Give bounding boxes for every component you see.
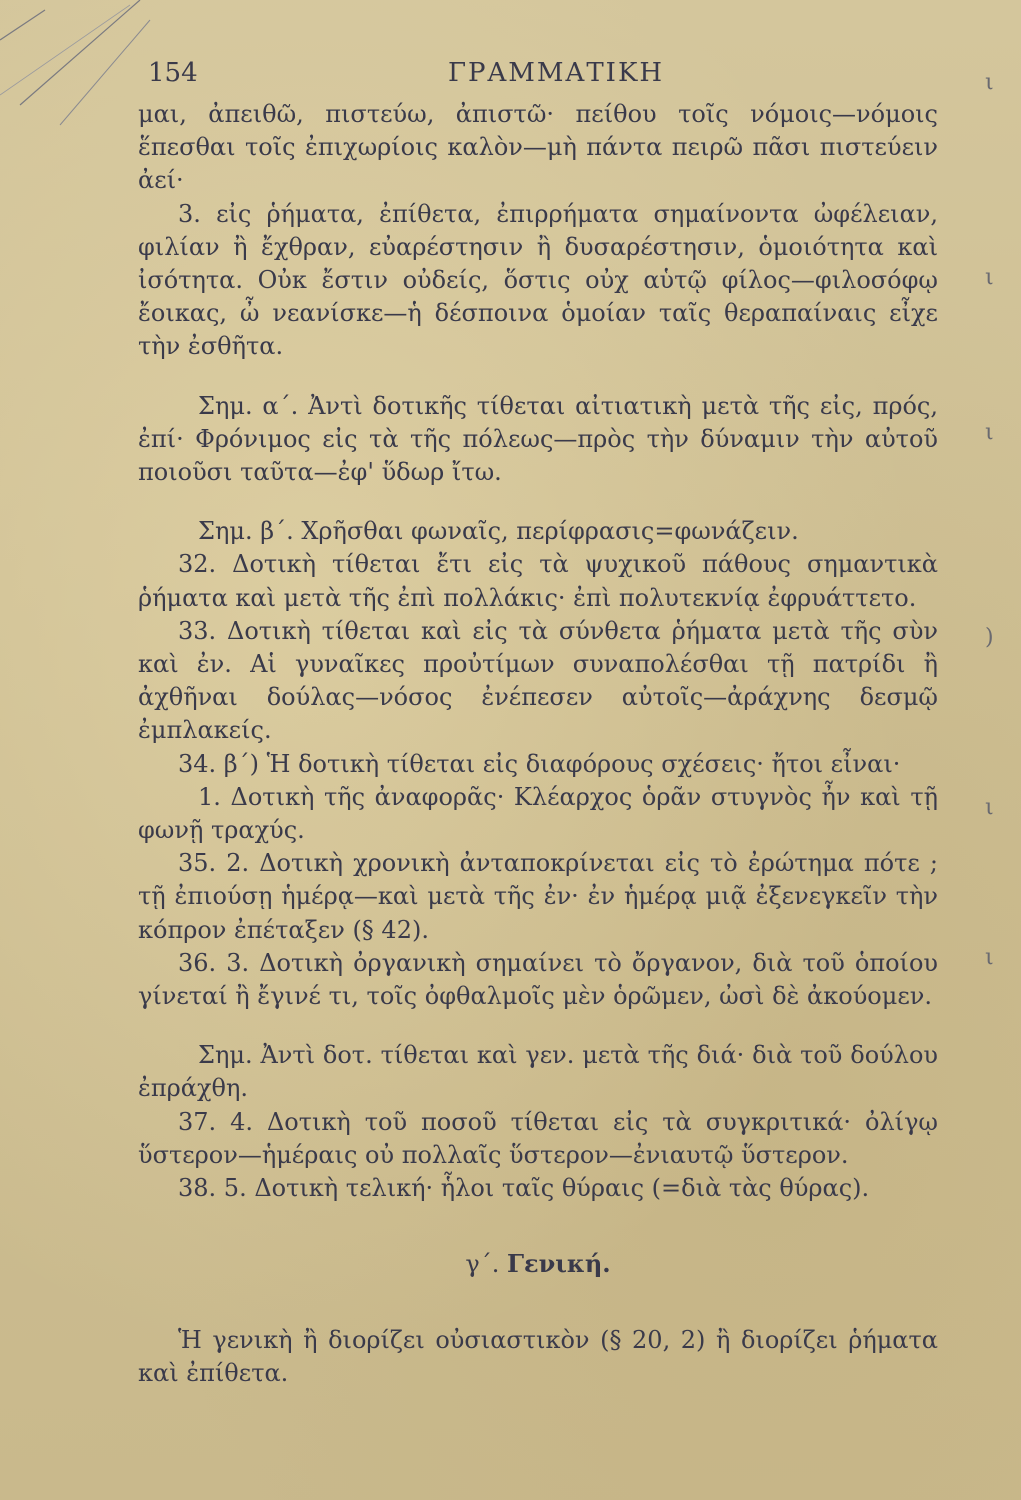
body-text xyxy=(138,98,938,1390)
running-title: ΓΡΑΜΜΑΤΙΚΗ xyxy=(448,58,665,88)
paragraph-35: 35. 2. Δοτικὴ χρονικὴ ἀνταποκρίνεται εἰς τὸ ἐρώτημα πότε ; τῇ ἐπιούσῃ ἡμέρᾳ—καὶ μετὰ τῆς ἐν· ἐν ἡμέρᾳ μιᾷ ἐξενεγκεῖν τὴν κόπρον ἐπέταξεν (§ 42). xyxy=(138,849,938,944)
margin-mark: ι xyxy=(985,420,994,445)
section-number: γ΄. xyxy=(465,1250,500,1279)
paragraph-33: 33. Δοτικὴ τίθεται καὶ εἰς τὰ σύνθετα ῥήματα μετὰ τῆς σὺν καὶ ἐν. Αἱ γυναῖκες προὐτίμων συναπολέσθαι τῇ πατρίδι ἢ ἀχθῆναι δούλας—νόσος ἐνέπεσεν αὐτοῖς—ἀράχνης δεσμῷ ἐμπλακείς. xyxy=(138,616,938,745)
paragraph-genitive: Ἡ γενικὴ ἢ διορίζει οὐσιαστικὸν (§ 20, 2) ἢ διορίζει ῥήματα καὶ ἐπίθετα. xyxy=(138,1325,938,1387)
paragraph-34: 34. β΄) Ἡ δοτικὴ τίθεται εἰς διαφόρους σχέσεις· ἤτοι εἶναι· xyxy=(178,749,901,778)
section-label: Γενική. xyxy=(506,1249,611,1279)
margin-mark: ι xyxy=(985,795,994,820)
margin-mark: ι xyxy=(985,945,994,970)
margin-mark: ι xyxy=(985,265,994,290)
page-number: 154 xyxy=(148,58,198,88)
paragraph-34-1: 1. Δοτικὴ τῆς ἀναφορᾶς· Κλέαρχος ὁρᾶν στυγνὸς ἦν καὶ τῇ φωνῇ τραχύς. xyxy=(138,782,938,845)
paragraph-3: 3. εἰς ῥήματα, ἐπίθετα, ἐπιρρήματα σημαίνοντα ὠφέλειαν, φιλίαν ἢ ἔχθραν, εὐαρέστησιν ἢ δυσαρέστησιν, ὁμοιότητα καὶ ἰσότητα. Οὐκ ἔστιν οὐδείς, ὅστις οὐχ αὑτῷ φίλος—φιλοσόφῳ ἔοικας, ὦ νεανίσκε—ἡ δέσποινα ὁμοίαν ταῖς θεραπαίναις εἶχε τὴν ἐσθῆτα. xyxy=(138,199,938,361)
margin-mark: ) xyxy=(985,625,994,650)
paragraph-38: 38. 5. Δοτικὴ τελική· ἧλοι ταῖς θύραις (=διὰ τὰς θύρας). xyxy=(178,1174,870,1203)
paragraph-continuation: μαι, ἀπειθῶ, πιστεύω, ἀπιστῶ· πείθου τοῖς νόμοις—νόμοις ἕπεσθαι τοῖς ἐπιχωρίοις καλὸν—μὴ πάντα πειρῶ πᾶσι πιστεύειν ἀεί· xyxy=(138,100,938,195)
margin-mark: ι xyxy=(985,70,994,95)
note-alpha: Σημ. α΄. Ἀντὶ δοτικῆς τίθεται αἰτιατικὴ μετὰ τῆς εἰς, πρός, ἐπί· Φρόνιμος εἰς τὰ τῆς πόλεως—πρὸς τὴν δύναμιν τὴν αὐτοῦ ποιοῦσι ταῦτα—ἐφ' ὕδωρ ἴτω. xyxy=(138,391,938,487)
paragraph-36: 36. 3. Δοτικὴ ὀργανικὴ σημαίνει τὸ ὄργανον, διὰ τοῦ ὁποίου γίνεταί ἢ ἔγινέ τι, τοῖς ὀφθαλμοῖς μὲν ὁρῶμεν, ὠσὶ δὲ ἀκούομεν. xyxy=(138,948,938,1011)
section-heading xyxy=(138,1247,938,1281)
margin-marks xyxy=(985,60,1015,970)
note-beta: Σημ. β΄. Χρῆσθαι φωναῖς, περίφρασις=φωνάζειν. xyxy=(198,517,799,546)
note-dative: Σημ. Ἀντὶ δοτ. τίθεται καὶ γεν. μετὰ τῆς διά· διὰ τοῦ δούλου ἐπράχθη. xyxy=(138,1041,938,1103)
paragraph-37: 37. 4. Δοτικὴ τοῦ ποσοῦ τίθεται εἰς τὰ συγκριτικά· ὀλίγῳ ὕστερον—ἡμέραις οὐ πολλαῖς ὕστερον—ἐνιαυτῷ ὕστερον. xyxy=(138,1107,938,1169)
paragraph-32: 32. Δοτικὴ τίθεται ἔτι εἰς τὰ ψυχικοῦ πάθους σημαντικὰ ῥήματα καὶ μετὰ τῆς ἐπὶ πολλάκις· ἐπὶ πολυτεκνίᾳ ἐφρυάττετο. xyxy=(138,550,938,612)
page-header xyxy=(148,58,988,98)
